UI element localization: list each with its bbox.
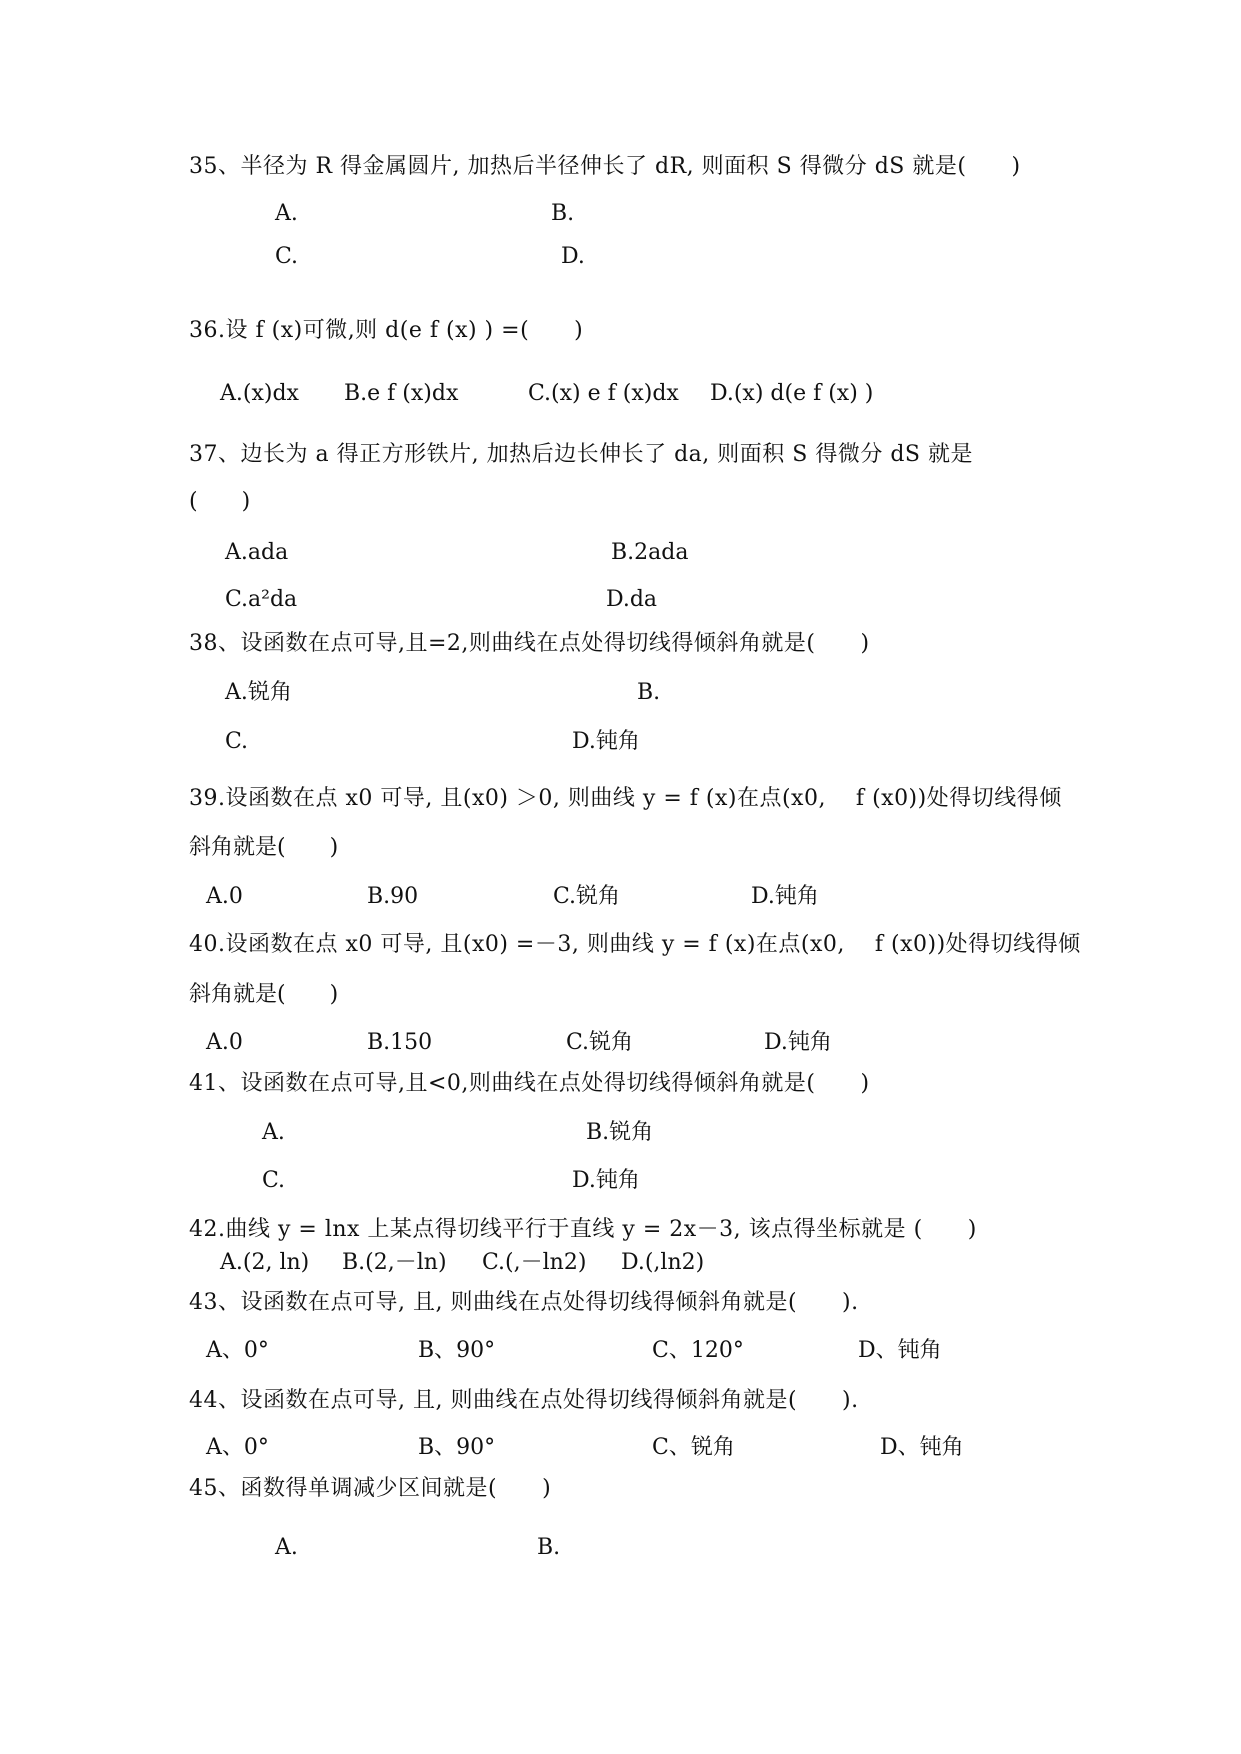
question-42-stem: 42.曲线 y = lnx 上某点得切线平行于直线 y = 2x－3, 该点得坐标就是 ( ): [189, 1217, 977, 1242]
question-43-option-d: D、钝角: [858, 1338, 942, 1363]
question-38-option-b: B.: [637, 680, 661, 705]
question-41-option-b: B.锐角: [586, 1120, 654, 1145]
question-40-stem-cont: 斜角就是( ): [189, 982, 339, 1007]
question-43-option-a: A、0°: [206, 1338, 269, 1363]
question-41-option-c: C.: [262, 1168, 286, 1193]
question-40-option-d: D.钝角: [764, 1030, 832, 1055]
question-37-stem: 37、边长为 a 得正方形铁片, 加热后边长伸长了 da, 则面积 S 得微分 dS 就是: [189, 442, 973, 467]
question-37-option-d: D.da: [606, 587, 658, 612]
question-45-option-a: A.: [275, 1535, 298, 1560]
question-44-stem: 44、设函数在点可导, 且, 则曲线在点处得切线得倾斜角就是( ).: [189, 1388, 859, 1413]
question-39-option-c: C.锐角: [553, 884, 621, 909]
question-39-stem: 39.设函数在点 x0 可导, 且(x0) ＞0, 则曲线 y = f (x)在点(x0, f (x0))处得切线得倾: [189, 786, 1062, 811]
question-39-stem-cont: 斜角就是( ): [189, 835, 339, 860]
question-38-option-a: A.锐角: [225, 680, 292, 705]
question-45-stem: 45、函数得单调减少区间就是( ): [189, 1476, 552, 1501]
question-40-option-b: B.150: [367, 1030, 433, 1055]
question-38-option-c: C.: [225, 729, 249, 754]
question-36-option-a: A.(x)dx: [220, 381, 299, 406]
question-35-option-b: B.: [551, 201, 575, 226]
question-42-option-c: C.(,－ln2): [482, 1250, 587, 1275]
question-42-option-a: A.(2, ln): [220, 1250, 310, 1275]
question-43-stem: 43、设函数在点可导, 且, 则曲线在点处得切线得倾斜角就是( ).: [189, 1290, 859, 1315]
question-39-option-a: A.0: [206, 884, 243, 909]
question-43-option-c: C、120°: [652, 1338, 744, 1363]
question-36-stem: 36.设 f (x)可微,则 d(e f (x) ) =( ): [189, 318, 584, 343]
question-44-option-d: D、钝角: [880, 1435, 964, 1460]
question-40-option-a: A.0: [206, 1030, 243, 1055]
question-44-option-b: B、90°: [418, 1435, 496, 1460]
question-42-option-b: B.(2,－ln): [342, 1250, 447, 1275]
question-40-option-c: C.锐角: [566, 1030, 634, 1055]
question-41-option-d: D.钝角: [572, 1168, 640, 1193]
question-45-option-b: B.: [537, 1535, 561, 1560]
question-41-option-a: A.: [262, 1120, 285, 1145]
question-37-option-c: C.a²da: [225, 587, 298, 612]
question-43-option-b: B、90°: [418, 1338, 496, 1363]
question-38-option-d: D.钝角: [572, 729, 640, 754]
question-37-option-a: A.ada: [225, 540, 289, 565]
question-44-option-a: A、0°: [206, 1435, 269, 1460]
question-41-stem: 41、设函数在点可导,且<0,则曲线在点处得切线得倾斜角就是( ): [189, 1071, 870, 1096]
question-36-option-b: B.e f (x)dx: [344, 381, 459, 406]
question-42-option-d: D.(,ln2): [621, 1250, 705, 1275]
question-39-option-b: B.90: [367, 884, 419, 909]
question-35-stem: 35、半径为 R 得金属圆片, 加热后半径伸长了 dR, 则面积 S 得微分 dS 就是( ): [189, 154, 1021, 179]
question-39-option-d: D.钝角: [751, 884, 819, 909]
question-36-option-c: C.(x) e f (x)dx: [528, 381, 679, 406]
question-40-stem: 40.设函数在点 x0 可导, 且(x0) =－3, 则曲线 y = f (x)在点(x0, f (x0))处得切线得倾: [189, 932, 1081, 957]
question-37-option-b: B.2ada: [611, 540, 689, 565]
question-35-option-d: D.: [561, 244, 585, 269]
question-38-stem: 38、设函数在点可导,且=2,则曲线在点处得切线得倾斜角就是( ): [189, 631, 870, 656]
question-37-stem-cont: ( ): [189, 489, 251, 514]
question-44-option-c: C、锐角: [652, 1435, 735, 1460]
question-36-option-d: D.(x) d(e f (x) ): [710, 381, 874, 406]
question-35-option-a: A.: [275, 201, 298, 226]
question-35-option-c: C.: [275, 244, 299, 269]
